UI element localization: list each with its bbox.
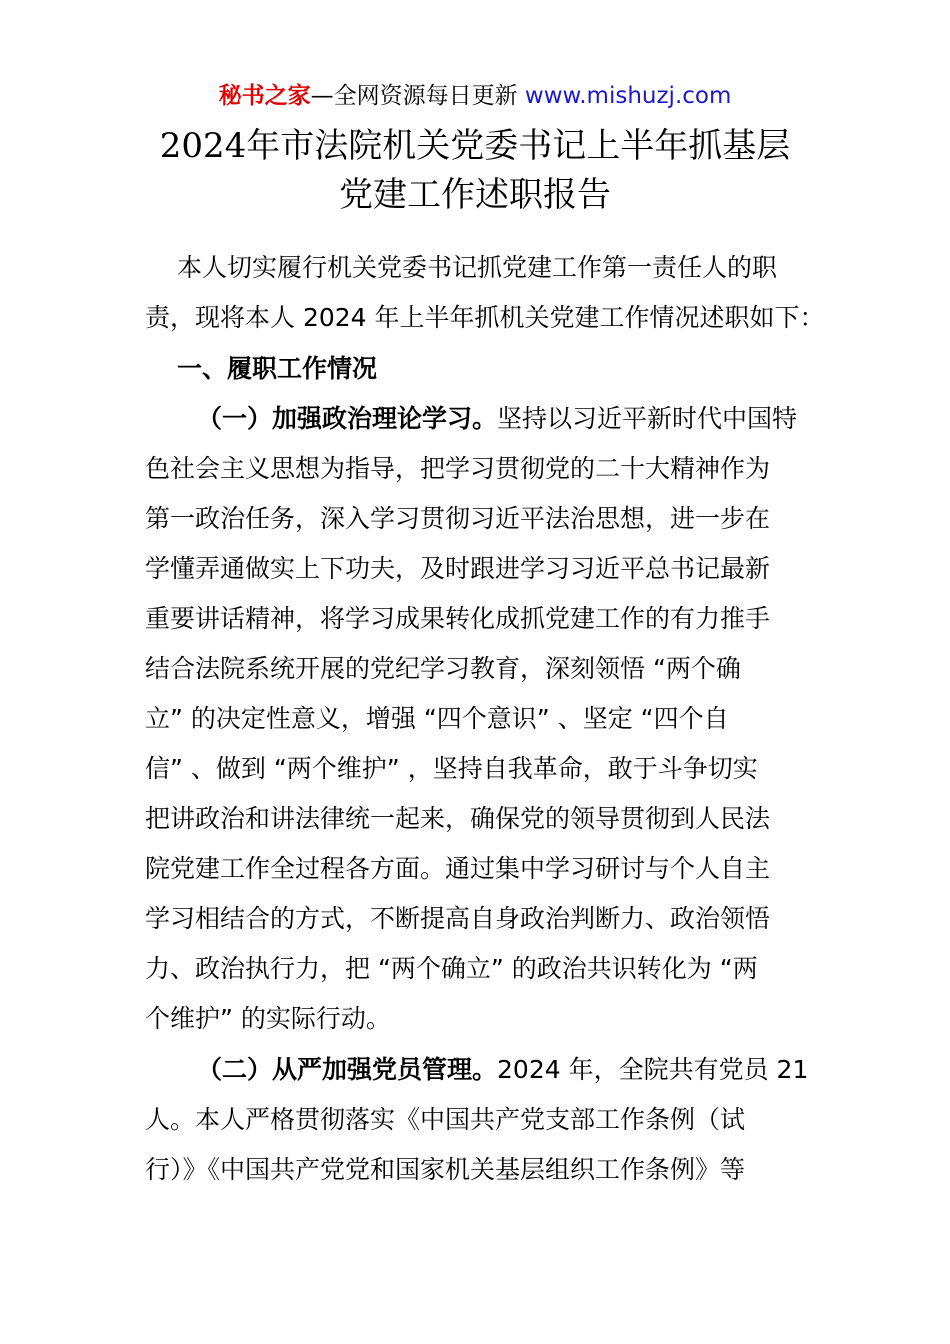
item-1-line: 信” 、做到 “两个维护” ，坚持自我革命，敢于斗争切实	[145, 754, 758, 783]
banner-url-link[interactable]: www.mishuzj.com	[524, 83, 732, 109]
item-2-lead: （二）从严加强党员管理。	[197, 1055, 498, 1084]
item-1-line: 把讲政治和讲法律统一起来，确保党的领导贯彻到人民法	[145, 804, 771, 833]
item-1-line: 力、政治执行力，把 “两个确立” 的政治共识转化为 “两	[145, 954, 758, 983]
item-1-line: 结合法院系统开展的党纪学习教育，深刻领悟 “两个确	[145, 654, 741, 683]
intro-line-2: 责，现将本人 2024 年上半年抓机关党建工作情况述职如下：	[145, 303, 825, 332]
banner-tagline: —全网资源每日更新	[310, 83, 525, 109]
item-1-line: 色社会主义思想为指导，把学习贯彻党的二十大精神作为	[145, 454, 771, 483]
item-1-line: 重要讲话精神，将学习成果转化成抓党建工作的有力推手	[145, 604, 771, 633]
item-1-line: 学懂弄通做实上下功夫，及时跟进学习习近平总书记最新	[145, 554, 771, 583]
item-1-line: 第一政治任务，深入学习贯彻习近平法治思想，进一步在	[145, 504, 771, 533]
item-1-first-line	[197, 399, 862, 439]
section-1-heading: 一、履职工作情况	[177, 354, 378, 383]
item-1-line: 院党建工作全过程各方面。通过集中学习研讨与个人自主	[145, 854, 771, 883]
site-banner	[0, 80, 950, 112]
item-1-first-line-rest: 坚持以习近平新时代中国特	[497, 404, 798, 433]
banner-brand: 秘书之家	[218, 83, 311, 109]
item-2-first-line-rest: 2024 年，全院共有党员 21	[497, 1055, 809, 1084]
item-2-line: 人。本人严格贯彻落实《中国共产党支部工作条例（试	[145, 1105, 746, 1134]
doc-title-line-2: 党建工作述职报告	[339, 175, 611, 215]
intro-line-1: 本人切实履行机关党委书记抓党建工作第一责任人的职	[177, 253, 778, 282]
doc-title-line-1: 2024年市法院机关党委书记上半年抓基层	[159, 126, 791, 166]
item-1-line: 立” 的决定性意义，增强 “四个意识” 、坚定 “四个自	[145, 704, 729, 733]
item-1-line: 个维护” 的实际行动。	[145, 1004, 391, 1033]
item-2-first-line	[197, 1050, 862, 1090]
item-1-line: 学习相结合的方式，不断提高自身政治判断力、政治领悟	[145, 904, 771, 933]
item-1-lead: （一）加强政治理论学习。	[197, 404, 498, 433]
item-2-line: 行）》《中国共产党党和国家机关基层组织工作条例》等	[145, 1155, 746, 1184]
